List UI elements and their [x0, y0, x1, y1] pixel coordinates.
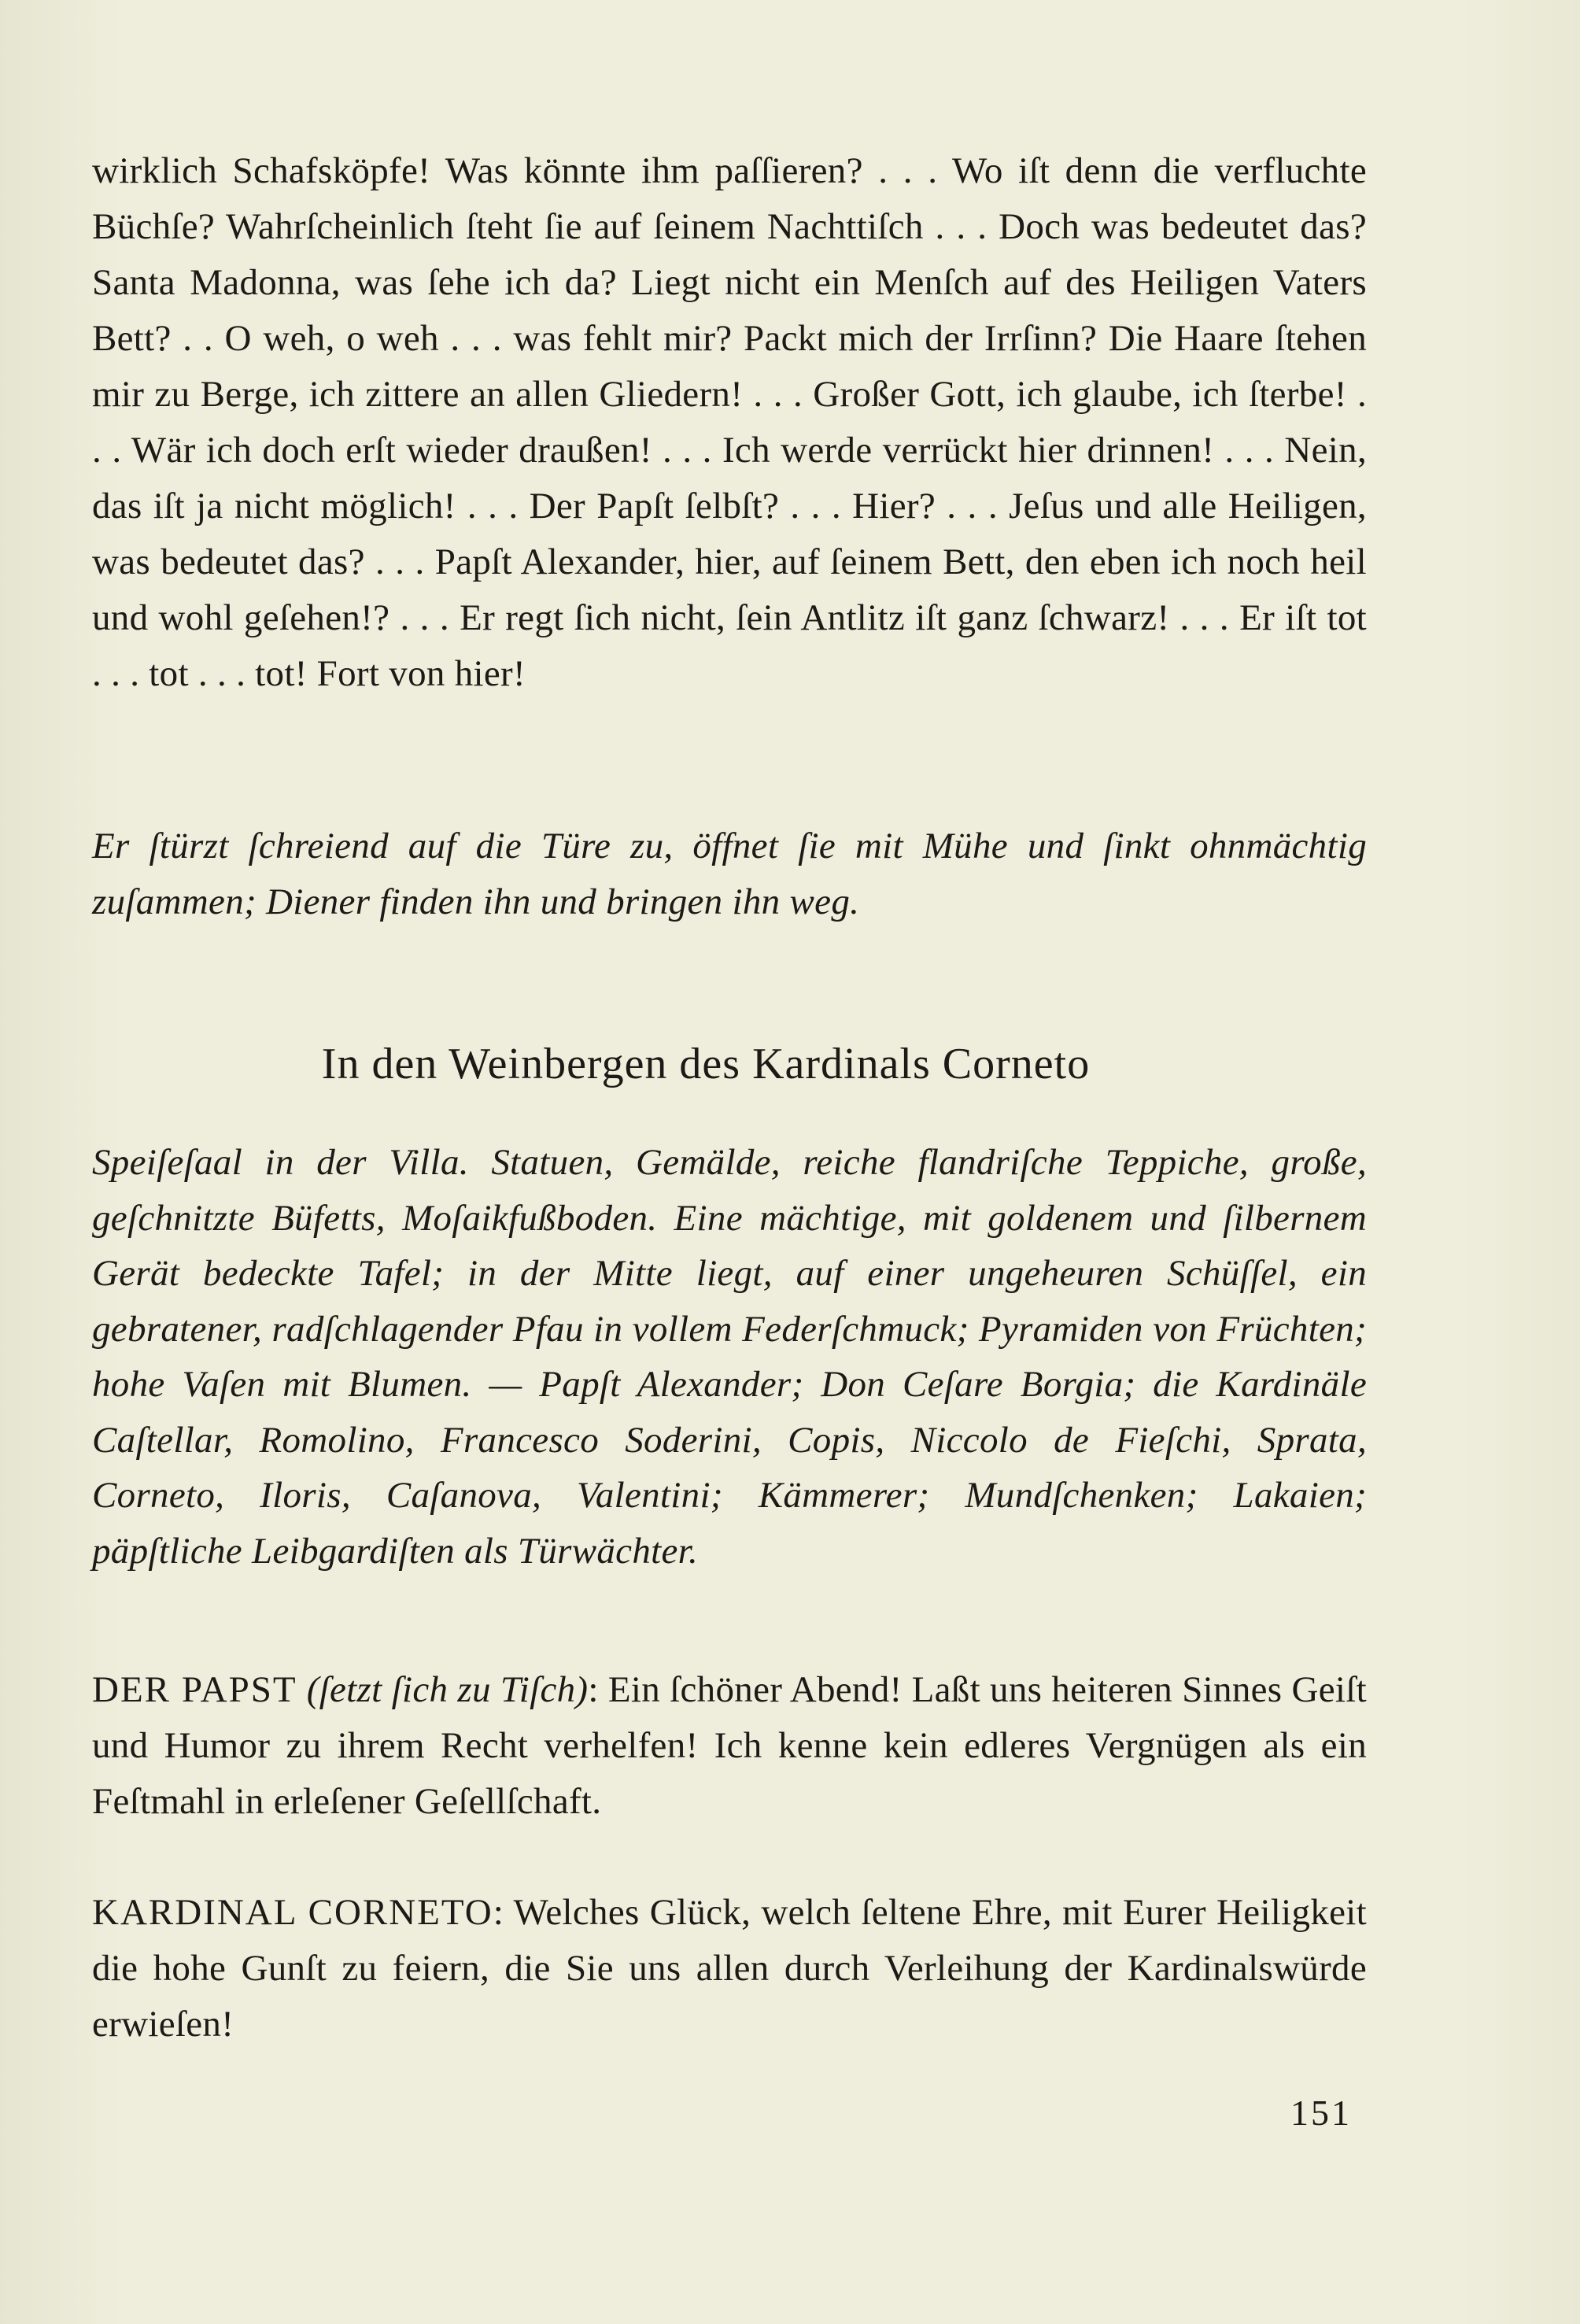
- inline-stage-direction: (ſetzt ſich zu Tiſch): [306, 1669, 589, 1710]
- speaker-name: DER PAPST: [92, 1669, 297, 1710]
- dialogue-text: Ein ſchöner Abend! Laßt uns heiteren Sinnes Geiſt und Humor zu ihrem Recht verhelfen! Ich kenne kein edleres Vergnügen als ein Feſtmahl in erleſener Geſellſchaft.: [92, 1669, 1367, 1822]
- speaker-name: KARDINAL CORNETO: [92, 1892, 493, 1933]
- setting-text: Speiſeſaal in der Villa. Statuen, Gemälde, reiche flandriſche Teppiche, große, geſchnitzte Büfetts, Moſaikfußboden. Eine mächtige, mit goldenem und ſilbernem Gerät bedeckte Tafel; in der Mitte liegt, auf einer ungeheuren Schüſſel, ein gebratener, radſchlagender Pfau in vollem Federſchmuck; Pyramiden von Früchten; hohe Vaſen mit Blumen. — Papſt Alexander; Don Ceſare Borgia; die Kardinäle Caſtellar, Romolino, Francesco Soderini, Copis, Niccolo de Fieſchi, Sprata, Corneto, Iloris, Caſanova, Valentini; Kämmerer; Mundſchenken; Lakaien; päpſtliche Leibgardiſten als Türwächter.: [92, 1142, 1367, 1572]
- stage-direction-exit: [92, 818, 1367, 930]
- dialogue-text: Welches Glück, welch ſeltene Ehre, mit Eurer Heiligkeit die hohe Gunſt zu feiern, die Sie uns allen durch Verleihung der Kardinalswürde erwieſen!: [92, 1892, 1367, 2045]
- monologue-paragraph: [92, 143, 1367, 702]
- dialogue-corneto: [92, 1885, 1367, 2052]
- page-number: 151: [1290, 2093, 1352, 2133]
- speaker-separator: :: [493, 1892, 504, 1933]
- speaker-separator: :: [588, 1669, 599, 1710]
- dialogue-pope: [92, 1662, 1367, 1830]
- scene-heading: In den Weinbergen des Kardinals Corneto: [321, 1040, 1091, 1088]
- scene-setting-paragraph: [92, 1135, 1367, 1579]
- monologue-text: wirklich Schafsköpfe! Was könnte ihm paſſieren? . . . Wo iſt denn die verfluchte Büchſe? Wahrſcheinlich ſteht ſie auf ſeinem Nachttiſch . . . Doch was bedeutet das? Santa Madonna, was ſehe ich da? Liegt nicht ein Menſch auf des Heiligen Vaters Bett? . . O weh, o weh . . . was fehlt mir? Packt mich der Irrſinn? Die Haare ſtehen mir zu Berge, ich zittere an allen Gliedern! . . . Großer Gott, ich glaube, ich ſterbe! . . . Wär ich doch erſt wieder draußen! . . . Ich werde verrückt hier drinnen! . . . Nein, das iſt ja nicht möglich! . . . Der Papſt ſelbſt? . . . Hier? . . . Jeſus und alle Heiligen, was bedeutet das? . . . Papſt Alexander, hier, auf ſeinem Bett, den eben ich noch heil und wohl geſehen!? . . . Er regt ſich nicht, ſein Antlitz iſt ganz ſchwarz! . . . Er iſt tot . . . tot . . . tot! Fort von hier!: [92, 150, 1367, 694]
- stage-exit-text: Er ſtürzt ſchreiend auf die Türe zu, öffnet ſie mit Mühe und ſinkt ohnmächtig zuſammen; Diener finden ihn und bringen ihn weg.: [92, 826, 1367, 922]
